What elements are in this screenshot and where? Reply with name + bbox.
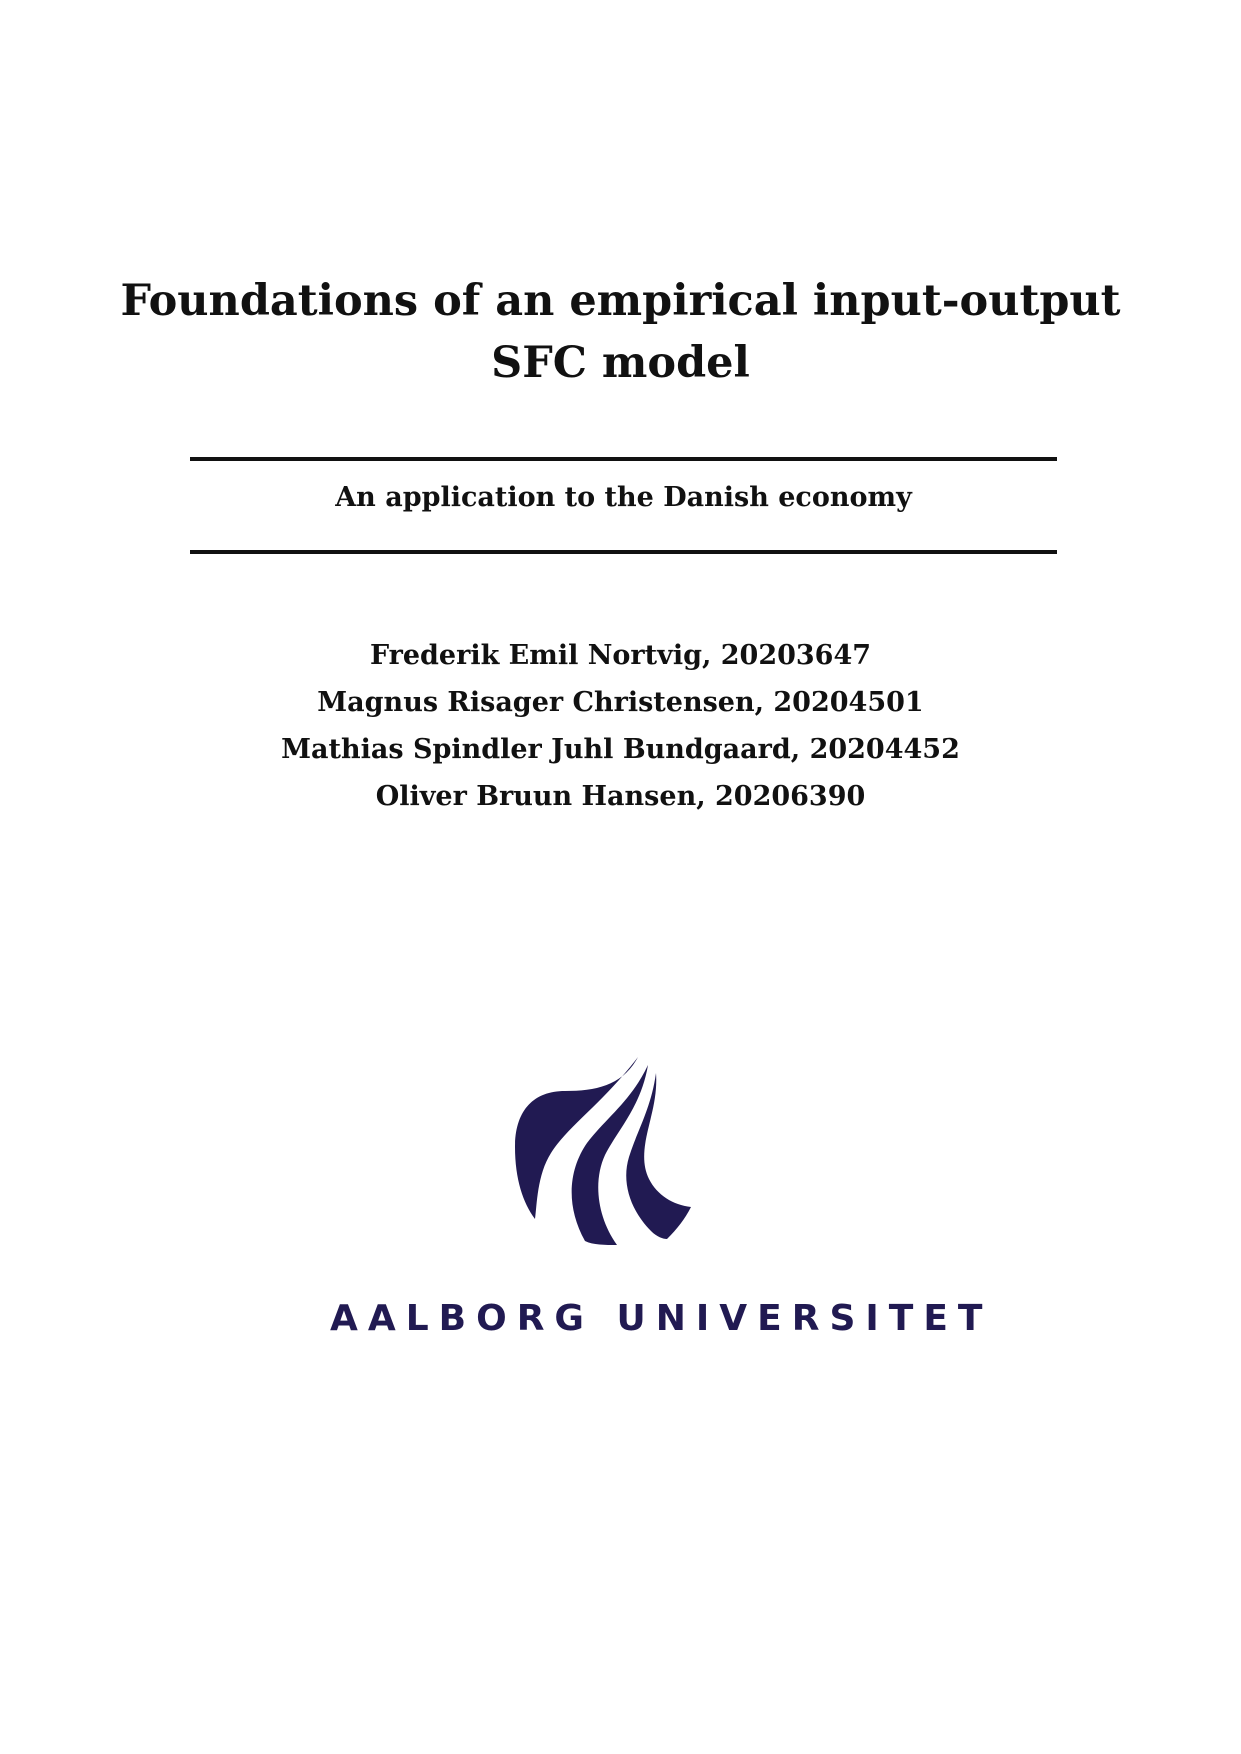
author-line: Frederik Emil Nortvig, 20203647 (369, 640, 872, 671)
author-list (150, 632, 1091, 820)
author-line: Magnus Risager Christensen, 20204501 (317, 687, 924, 718)
university-wordmark: AALBORG UNIVERSITET (330, 1298, 993, 1339)
document-subtitle: An application to the Danish economy (335, 482, 912, 513)
title-rule-top (190, 457, 1057, 461)
title-rule-bottom (190, 550, 1057, 554)
document-title: Foundations of an empirical input-output SFC model (120, 276, 1121, 388)
author-line: Oliver Bruun Hansen, 20206390 (375, 781, 866, 812)
aalborg-university-wave-logo-icon (505, 1055, 705, 1245)
author-line: Mathias Spindler Juhl Bundgaard, 20204452 (281, 734, 960, 765)
